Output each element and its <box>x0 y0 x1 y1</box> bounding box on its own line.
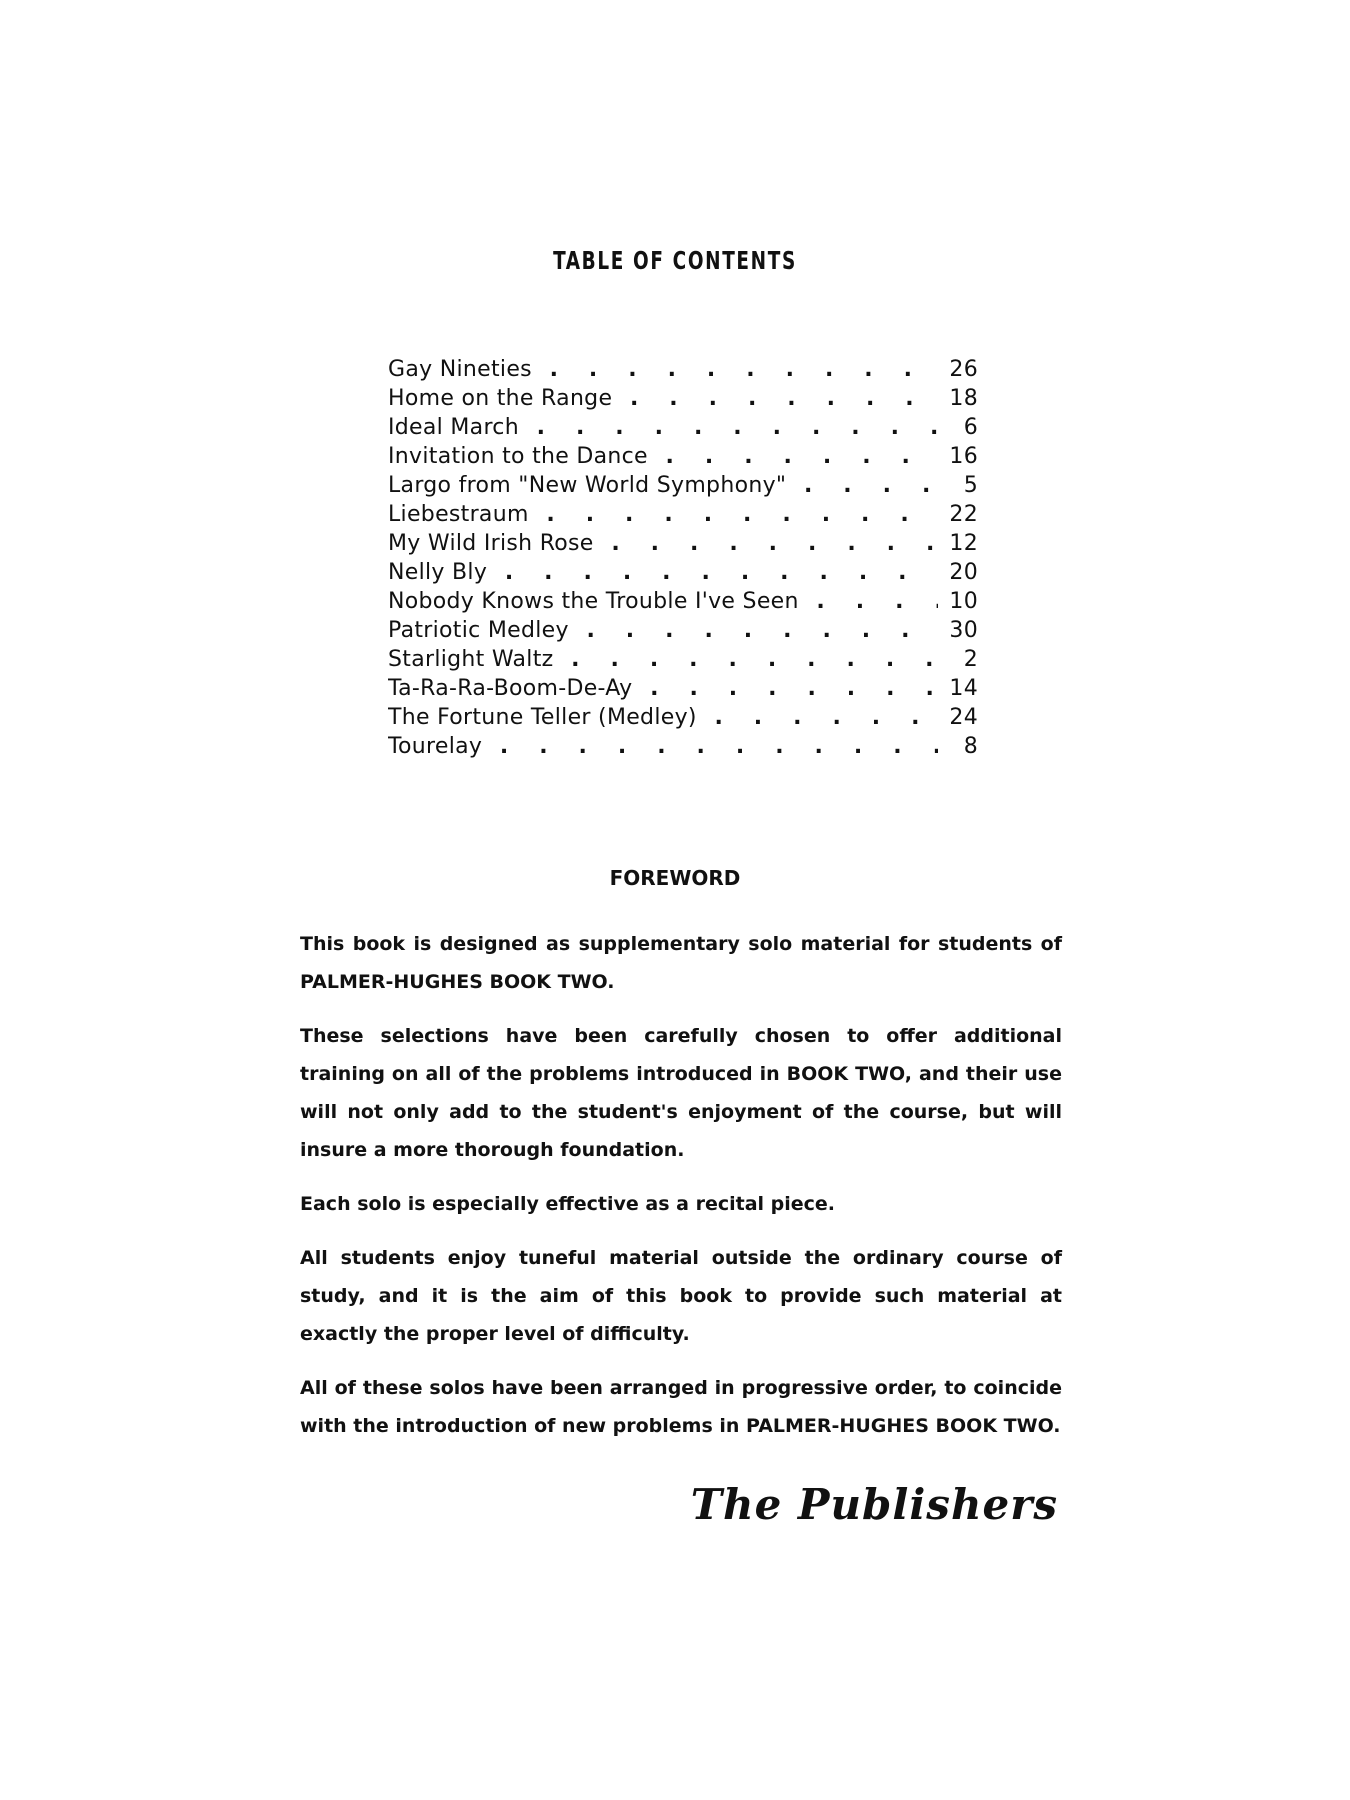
toc-leader <box>388 587 938 616</box>
toc-entry <box>388 616 978 645</box>
toc-leader <box>388 384 938 413</box>
foreword-paragraph: This book is designed as supplementary solo material for students of PALMER-HUGHES BOOK TWO. <box>300 933 1062 993</box>
toc-entry-page: 2 <box>938 645 978 674</box>
toc-entry-page: 20 <box>938 558 978 587</box>
toc-leader <box>388 616 938 645</box>
toc-entry-page: 18 <box>938 384 978 413</box>
toc-entry-title: Patriotic Medley <box>388 618 577 643</box>
toc-leader <box>388 500 938 529</box>
toc-entry <box>388 355 978 384</box>
toc-entry-page: 22 <box>938 500 978 529</box>
toc-leader <box>388 558 938 587</box>
toc-entry <box>388 674 978 703</box>
toc-entry-title: Liebestraum <box>388 502 537 527</box>
toc-entry-page: 14 <box>938 674 978 703</box>
toc-entry-title: Invitation to the Dance <box>388 444 656 469</box>
toc-entry-page: 26 <box>938 355 978 384</box>
toc-leader <box>388 471 938 500</box>
toc-leader <box>388 529 938 558</box>
toc-entry-title: Home on the Range <box>388 386 620 411</box>
toc-entry-title: Starlight Waltz <box>388 647 561 672</box>
toc-leader <box>388 442 938 471</box>
toc-entry-title: Ta-Ra-Ra-Boom-De-Ay <box>388 676 640 701</box>
toc-leader <box>388 732 938 761</box>
toc-entry-page: 8 <box>938 732 978 761</box>
toc-entry <box>388 645 978 674</box>
toc-entry <box>388 587 978 616</box>
toc-entry-page: 10 <box>938 587 978 616</box>
foreword-paragraph: All of these solos have been arranged in progressive order, to coincide with the introduction of new problems in PALMER-HUGHES BOOK TWO. <box>300 1377 1062 1437</box>
toc-entry-title: Ideal March <box>388 415 527 440</box>
toc-entry <box>388 500 978 529</box>
toc-entry <box>388 471 978 500</box>
toc-title: TABLE OF CONTENTS <box>553 246 797 275</box>
foreword-paragraph: Each solo is especially effective as a recital piece. <box>300 1193 836 1215</box>
toc-entry <box>388 732 978 761</box>
toc-entry-title: My Wild Irish Rose <box>388 531 602 556</box>
toc-entry-title: Largo from "New World Symphony" <box>388 473 794 498</box>
toc-entry-page: 16 <box>938 442 978 471</box>
toc-entry <box>388 413 978 442</box>
toc-entry-title: Gay Nineties <box>388 357 540 382</box>
toc-entry-title: Nelly Bly <box>388 560 495 585</box>
toc-entry <box>388 703 978 732</box>
toc-leader <box>388 355 938 384</box>
toc-entry-page: 5 <box>938 471 978 500</box>
toc-list <box>388 355 978 761</box>
toc-leader <box>388 645 938 674</box>
foreword-body <box>300 925 1062 1461</box>
toc-leader <box>388 413 938 442</box>
toc-entry-title: Nobody Knows the Trouble I've Seen <box>388 589 807 614</box>
foreword-paragraph: All students enjoy tuneful material outside the ordinary course of study, and it is the aim of this book to provide such material at exactly the proper level of difficulty. <box>300 1247 1062 1345</box>
toc-entry-page: 24 <box>938 703 978 732</box>
toc-entry-title: The Fortune Teller (Medley) <box>388 705 705 730</box>
toc-entry-page: 30 <box>938 616 978 645</box>
toc-entry <box>388 384 978 413</box>
foreword-heading: FOREWORD <box>609 866 741 890</box>
toc-leader <box>388 674 938 703</box>
toc-entry <box>388 558 978 587</box>
toc-entry <box>388 442 978 471</box>
publisher-signature: The Publishers <box>690 1480 1058 1529</box>
toc-entry-title: Tourelay <box>388 734 490 759</box>
toc-entry-page: 6 <box>938 413 978 442</box>
toc-entry <box>388 529 978 558</box>
foreword-paragraph: These selections have been carefully chosen to offer additional training on all of the problems introduced in BOOK TWO, and their use will not only add to the student's enjoyment of the course, but will insure a more thorough foundation. <box>300 1025 1062 1161</box>
toc-entry-page: 12 <box>938 529 978 558</box>
toc-leader <box>388 703 938 732</box>
